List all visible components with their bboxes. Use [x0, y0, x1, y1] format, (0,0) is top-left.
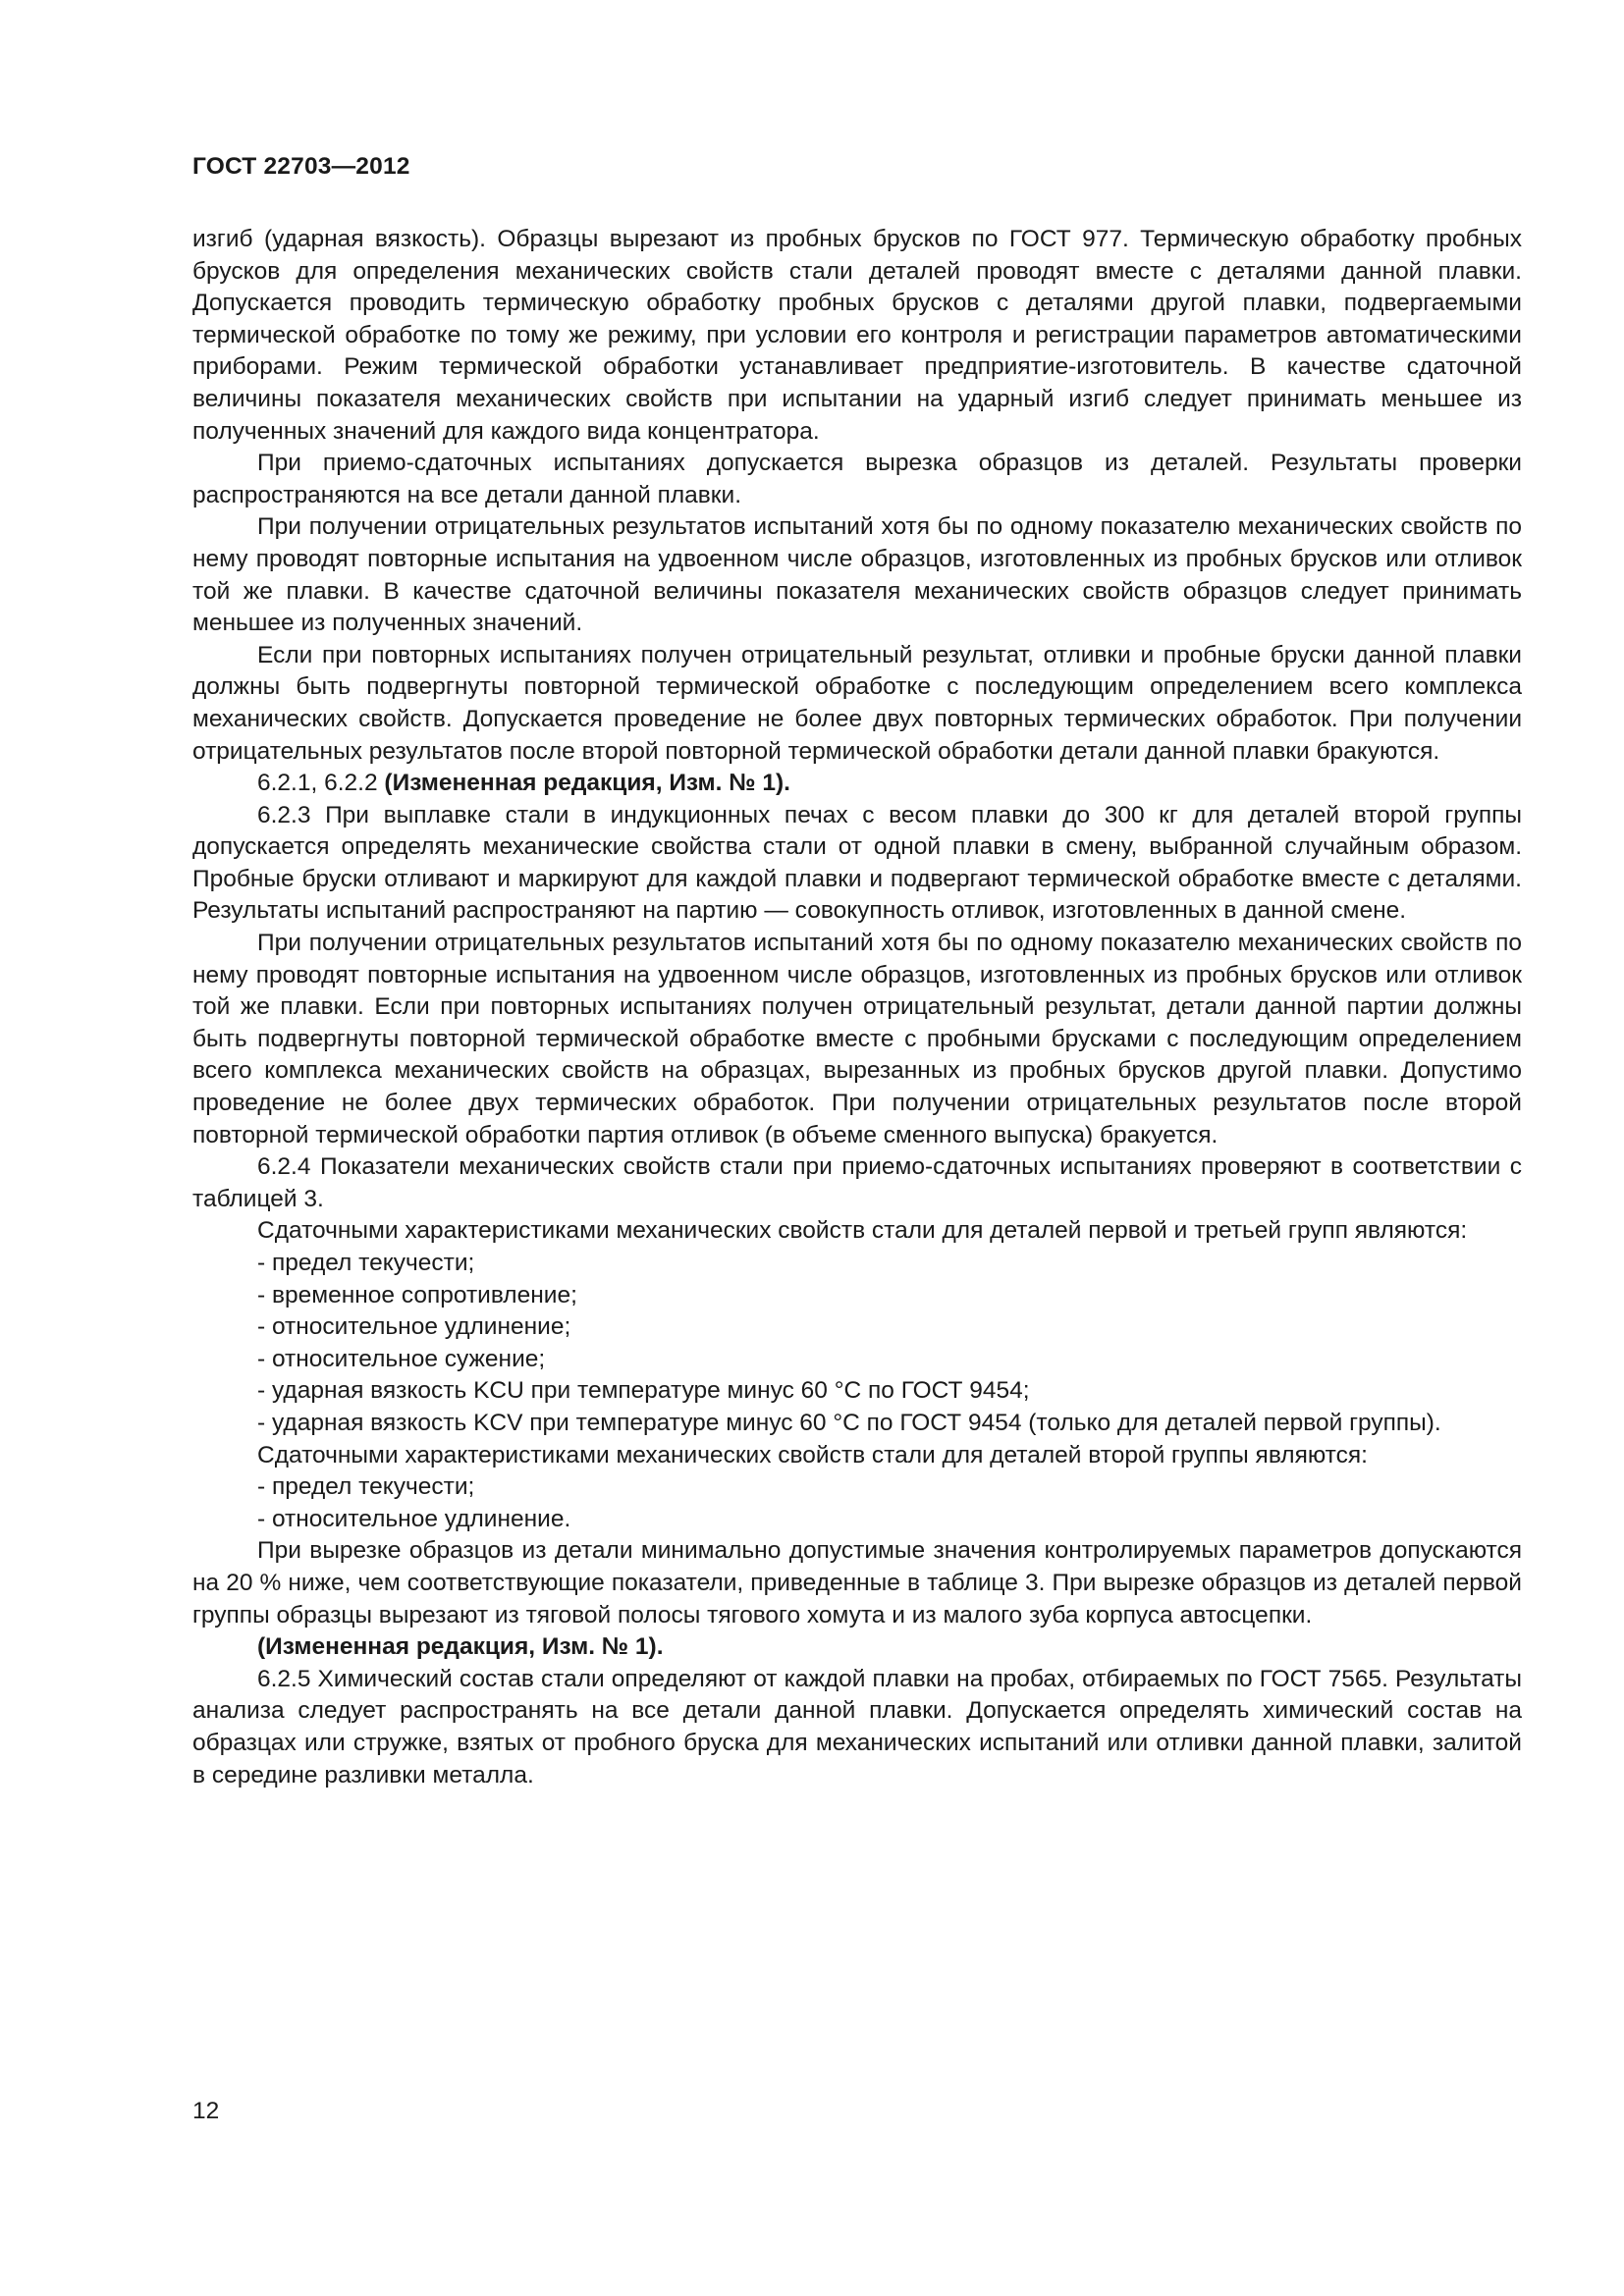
list-item: - предел текучести;	[257, 1250, 475, 1276]
clause-reference: 6.2.1, 6.2.2	[257, 770, 378, 797]
paragraph-group-2-intro: Сдаточными характеристиками механических свойств стали для деталей второй группы являются:	[257, 1441, 1368, 1468]
paragraph-sample-cutting: При приемо-сдаточных испытаниях допускается вырезка образцов из деталей. Результаты проверки распространяются на все детали данной плавки.	[192, 450, 1522, 508]
paragraph-6-2-3: 6.2.3 При выплавке стали в индукционных печах с весом плавки до 300 кг для деталей второй группы допускается определять механические свойства стали от одной плавки в смену, выбранной случайным образом. Пробные бруски отливают и маркируют для каждой плавки и подвергают термической обработке вместе с деталями. Результаты испытаний распространяют на партию — совокупность отливок, изготовленных в данной смене.	[192, 801, 1522, 925]
list-item: - ударная вязкость KCV при температуре минус 60 °С по ГОСТ 9454 (только для деталей первой группы).	[257, 1409, 1441, 1436]
list-item: - временное сопротивление;	[257, 1281, 577, 1308]
list-item: - относительное удлинение;	[257, 1313, 571, 1341]
document-header: ГОСТ 22703—2012	[192, 153, 410, 180]
paragraph-amendment-6-2-1	[192, 768, 1522, 800]
paragraph-negative-results: При получении отрицательных результатов испытаний хотя бы по одному показателю механических свойств по нему проводят повторные испытания на удвоенном числе образцов, изготовленных из пробных брусков или отливок той же плавки. В качестве сдаточной величины показателя механических свойств образцов следует принимать меньшее из полученных значений.	[192, 513, 1522, 637]
page-number: 12	[192, 2098, 220, 2124]
list-item: - предел текучести;	[257, 1473, 475, 1501]
list-item: - относительное сужение;	[257, 1345, 546, 1372]
paragraph-negative-results-2: При получении отрицательных результатов испытаний хотя бы по одному показателю механических свойств по нему проводят повторные испытания на удвоенном числе образцов, изготовленных из пробных брусков или отливок той же плавки. Если при повторных испытаниях получен отрицательный результат, детали данной партии должны быть подвергнуты повторной термической обработке вместе с пробными брусками с последующим определением всего комплекса механических свойств на образцах, вырезанных из пробных брусков другой плавки. Допустимо проведение не более двух термических обработок. При получении отрицательных результатов после второй повторной термической обработки партия отливок (в объеме сменного выпуска) бракуется.	[192, 930, 1522, 1148]
list-item: - ударная вязкость KCU при температуре минус 60 °С по ГОСТ 9454;	[257, 1377, 1030, 1405]
amendment-note: (Измененная редакция, Изм. № 1).	[384, 770, 790, 797]
paragraph-impact-bending: изгиб (ударная вязкость). Образцы вырезают из пробных брусков по ГОСТ 977. Термическую обработку пробных брусков для определения механических свойств стали деталей проводят вместе с деталями данной плавки. Допускается проводить термическую обработку пробных брусков с деталями другой плавки, подвергаемыми термической обработке по тому же режиму, при условии его контроля и регистрации параметров автоматическими приборами. Режим термической обработки устанавливает предприятие-изготовитель. В качестве сдаточной величины показателя механических свойств при испытании на ударный изгиб следует принимать меньшее из полученных значений для каждого вида концентратора.	[192, 226, 1522, 445]
paragraph-sample-tolerance: При вырезке образцов из детали минимально допустимые значения контролируемых параметров допускаются на 20 % ниже, чем соответствующие показатели, приведенные в таблице 3. При вырезке образцов из деталей первой группы образцы вырезают из тяговой полосы тягового хомута и из малого зуба корпуса автосцепки.	[192, 1537, 1522, 1629]
amendment-note-text: (Измененная редакция, Изм. № 1).	[257, 1633, 664, 1661]
paragraph-repeat-tests: Если при повторных испытаниях получен отрицательный результат, отливки и пробные бруски данной плавки должны быть подвергнуты повторной термической обработке с последующим определением всего комплекса механических свойств. Допускается проведение не более двух повторных термических обработок. При получении отрицательных результатов после второй повторной термической обработки детали данной плавки бракуются.	[192, 641, 1522, 765]
paragraph-6-2-4: 6.2.4 Показатели механических свойств стали при приемо-сдаточных испытаниях проверяют в соответствии с таблицей 3.	[192, 1153, 1522, 1212]
paragraph-groups-1-3-intro: Сдаточными характеристиками механических свойств стали для деталей первой и третьей групп являются:	[257, 1217, 1468, 1245]
amendment-note	[192, 1631, 1522, 1664]
list-item: - относительное удлинение.	[257, 1505, 571, 1532]
document-body	[192, 224, 1522, 1791]
paragraph-6-2-5: 6.2.5 Химический состав стали определяют от каждой плавки на пробах, отбираемых по ГОСТ 7565. Результаты анализа следует распространять на все детали данной плавки. Допускается определять химический состав на образцах или стружке, взятых от пробного бруска для механических испытаний или отливки данной плавки, залитой в середине разливки металла.	[192, 1665, 1522, 1789]
